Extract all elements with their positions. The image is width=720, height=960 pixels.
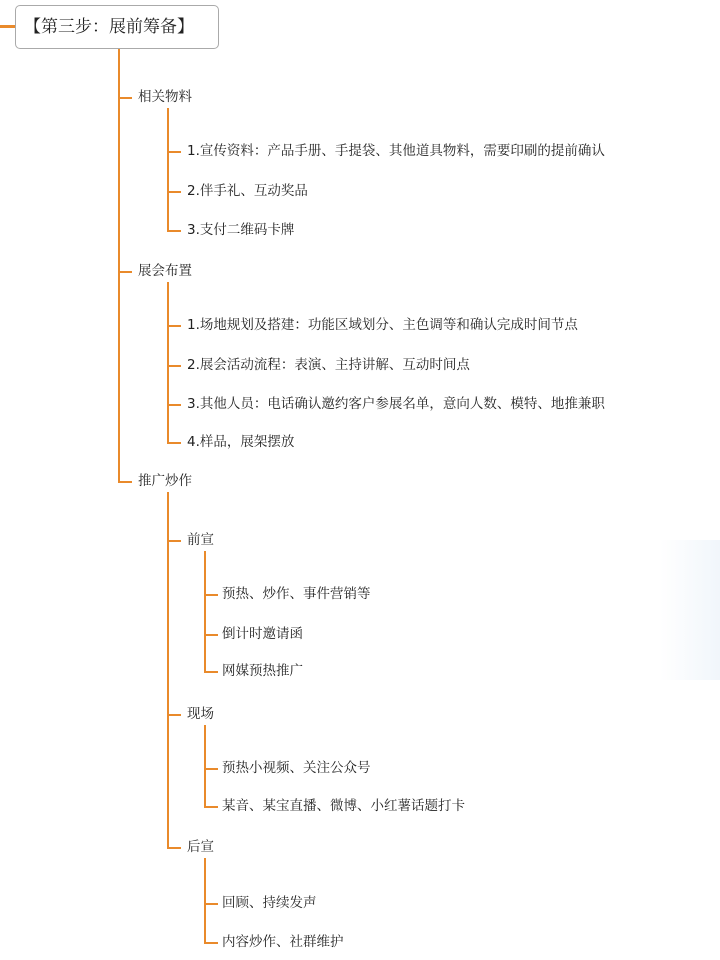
root-connector-stub [0, 25, 16, 28]
background-glow [660, 540, 720, 680]
post-promo-item-1[interactable]: 回顾、持续发声 [222, 895, 317, 911]
layout-item-1[interactable]: 1.场地规划及搭建：功能区域划分、主色调等和确认完成时间节点 [187, 317, 578, 333]
item-connector [204, 768, 218, 770]
group-post-promo-line [204, 858, 206, 944]
branch-materials[interactable]: 相关物料 [138, 89, 192, 105]
item-connector [204, 594, 218, 596]
item-connector [167, 404, 181, 406]
group-connector [167, 847, 181, 849]
item-connector [167, 230, 181, 232]
branch-layout-line [167, 282, 169, 444]
layout-item-4[interactable]: 4.样品，展架摆放 [187, 434, 295, 450]
branch-connector [118, 271, 132, 273]
layout-item-3[interactable]: 3.其他人员：电话确认邀约客户参展名单，意向人数、模特、地推兼职 [187, 396, 605, 412]
branch-materials-line [167, 108, 169, 232]
group-onsite[interactable]: 现场 [187, 706, 214, 722]
item-connector [204, 634, 218, 636]
group-connector [167, 714, 181, 716]
group-onsite-line [204, 725, 206, 808]
pre-promo-item-1[interactable]: 预热、炒作、事件营销等 [222, 586, 371, 602]
onsite-item-2[interactable]: 某音、某宝直播、微博、小红薯话题打卡 [222, 798, 465, 814]
pre-promo-item-3[interactable]: 网媒预热推广 [222, 663, 303, 679]
pre-promo-item-2[interactable]: 倒计时邀请函 [222, 626, 303, 642]
main-trunk-line [118, 49, 120, 483]
group-connector [167, 540, 181, 542]
branch-connector [118, 481, 132, 483]
item-connector [167, 191, 181, 193]
materials-item-3[interactable]: 3.支付二维码卡牌 [187, 222, 295, 238]
item-connector [167, 151, 181, 153]
materials-item-1[interactable]: 1.宣传资料：产品手册、手提袋、其他道具物料，需要印刷的提前确认 [187, 143, 605, 159]
branch-promotion-line [167, 492, 169, 849]
onsite-item-1[interactable]: 预热小视频、关注公众号 [222, 760, 371, 776]
branch-connector [118, 97, 132, 99]
item-connector [204, 671, 218, 673]
item-connector [167, 442, 181, 444]
group-post-promo[interactable]: 后宣 [187, 839, 214, 855]
item-connector [204, 942, 218, 944]
branch-promotion[interactable]: 推广炒作 [138, 473, 192, 489]
item-connector [167, 365, 181, 367]
materials-item-2[interactable]: 2.伴手礼、互动奖品 [187, 183, 308, 199]
group-pre-promo[interactable]: 前宣 [187, 532, 214, 548]
root-node[interactable]: 【第三步：展前筹备】 [15, 5, 219, 49]
item-connector [204, 903, 218, 905]
post-promo-item-2[interactable]: 内容炒作、社群维护 [222, 934, 344, 950]
item-connector [167, 325, 181, 327]
group-pre-promo-line [204, 551, 206, 673]
branch-layout[interactable]: 展会布置 [138, 263, 192, 279]
item-connector [204, 806, 218, 808]
layout-item-2[interactable]: 2.展会活动流程：表演、主持讲解、互动时间点 [187, 357, 470, 373]
